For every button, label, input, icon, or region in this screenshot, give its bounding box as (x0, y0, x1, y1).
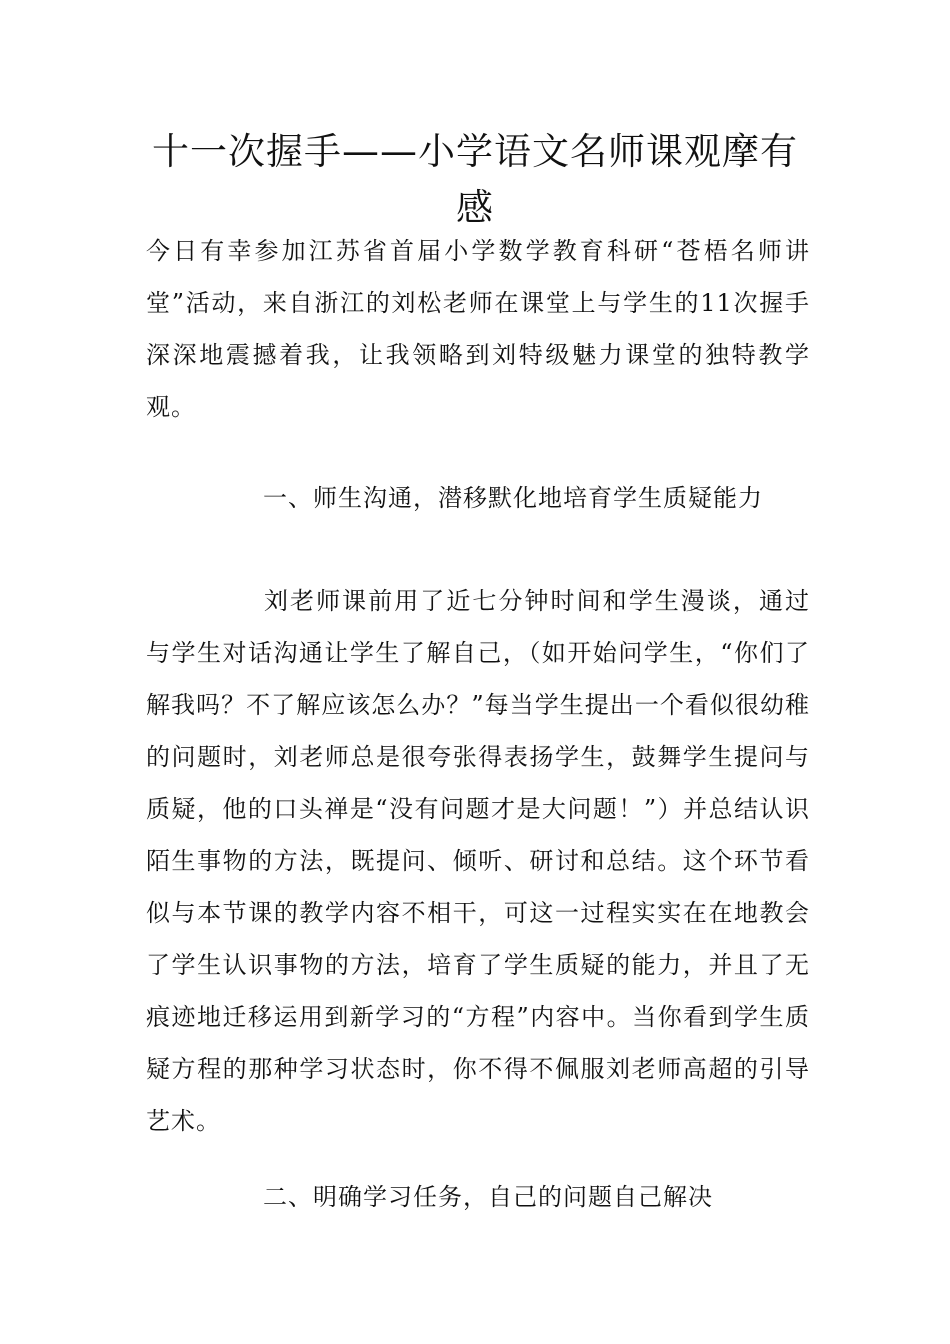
section-heading-1: 一、师生沟通，潜移默化地培育学生质疑能力 (263, 484, 763, 512)
intro-paragraph: 今日有幸参加江苏省首届小学数学教育科研“苍梧名师讲堂”活动，来自浙江的刘松老师在课堂上与学生的11次握手深深地震撼着我，让我领略到刘特级魅力课堂的独特教学观。 (146, 237, 810, 421)
section-1-paragraph: 刘老师课前用了近七分钟时间和学生漫谈，通过与学生对话沟通让学生了解自己，（如开始问学生，“你们了解我吗？不了解应该怎么办？”每当学生提出一个看似很幼稚的问题时，刘老师总是很夸张得表扬学生，鼓舞学生提问与质疑，他的口头禅是“没有问题才是大问题！”）并总结认识陌生事物的方法，既提问、倾听、研讨和总结。这个环节看似与本节课的教学内容不相干，可这一过程实实在在地教会了学生认识事物的方法，培育了学生质疑的能力，并且了无痕迹地迁移运用到新学习的“方程”内容中。当你看到学生质疑方程的那种学习状态时，你不得不佩服刘老师高超的引导艺术。 (146, 587, 810, 1135)
document-title: 十一次握手——小学语文名师课观摩有感 (152, 130, 798, 229)
section-heading-2: 二、明确学习任务，自己的问题自己解决 (263, 1183, 713, 1211)
